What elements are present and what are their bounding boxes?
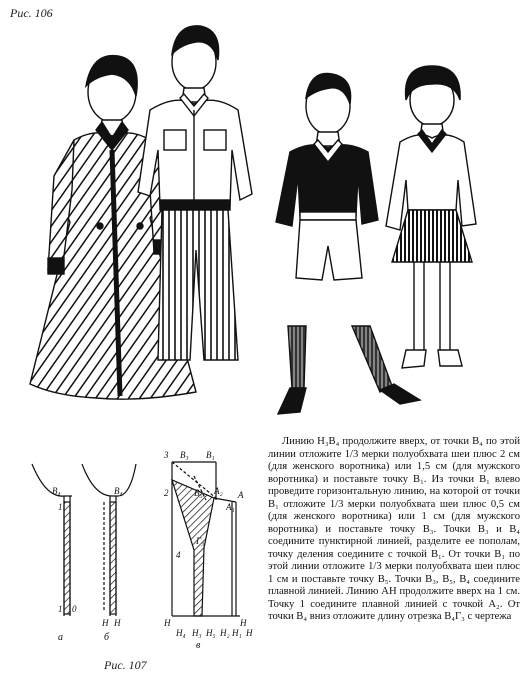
label-g3: Г₃ xyxy=(196,536,205,546)
label-a2: А₂ xyxy=(214,486,223,496)
figure-girl-skirt xyxy=(386,66,476,368)
label-a1: А₁ xyxy=(226,502,235,512)
label-b1: В₁ xyxy=(206,450,215,460)
label-h-v1: Н xyxy=(164,618,171,628)
pattern-panel-v xyxy=(172,462,240,616)
label-0: 0 xyxy=(72,604,77,614)
label-h-b2: Н xyxy=(114,618,121,628)
panel-letter-a: а xyxy=(58,632,63,643)
body-paragraph: Линию Н₃В₄ продолжите вверх, от точки В₄ по этой линии отложите 1/3 мерки полуобхвата шеи плюс 2 см (для женского воротника) или 1,5 см (для мужского воротника) и поставьте точку В₁. Из точки В₁ влево проведите горизонтальную линию, на которой от точки В₁ отложите 1/3 мерки полуобхвата шеи плюс 0,5 см (для женского воротника) или 1 см (для мужского воротника) и поставьте точку В₃. Точки В₃ и В₄ соедините пунктирной линией, разделите ее пополам, точку деления соедините с точкой В₁. От точки В₁ по этой линии отложите 1/3 мерки полуобхвата шеи плюс 1 см и поставьте точку В₅. Точки В₃, В₅, В₄ соедините плавной линией. Линию АН продолжите вверх на 1 см. Точку 1 соедините плавной линией с точкой А₂. От точки В₄ вниз отложите длину отрезка В₄Г₃ с чертежа xyxy=(268,436,520,622)
label-b5: В₅ xyxy=(194,488,203,498)
panel-letter-v: в xyxy=(196,640,201,651)
label-h1: Н₁ xyxy=(232,628,242,638)
label-h-b1: Н xyxy=(102,618,109,628)
label-h3: Н₃ xyxy=(192,628,202,638)
panel-letter-b: б xyxy=(104,632,110,643)
label-2: 2 xyxy=(164,488,169,498)
pattern-panel-b xyxy=(82,464,136,616)
pattern-drafts xyxy=(0,440,265,660)
label-h-v3: Н xyxy=(246,628,253,638)
figure-106-label: Рис. 106 xyxy=(10,6,53,20)
label-1-a-bottom: 1 xyxy=(58,604,63,614)
label-h2: Н₂ xyxy=(220,628,230,638)
label-3: 3 xyxy=(164,450,169,460)
label-b3: В₃ xyxy=(180,450,189,460)
label-h5: Н₅ xyxy=(206,628,216,638)
label-h-v2: Н xyxy=(240,618,247,628)
figure-107-label: Рис. 107 xyxy=(104,658,147,672)
label-b4-b: В₄ xyxy=(114,486,123,496)
label-4: 4 xyxy=(176,550,181,560)
label-h4: Н₄ xyxy=(176,628,186,638)
label-a: А xyxy=(238,490,244,500)
label-1-a: 1 xyxy=(58,502,63,512)
label-b4-a: В₄ xyxy=(52,486,61,496)
